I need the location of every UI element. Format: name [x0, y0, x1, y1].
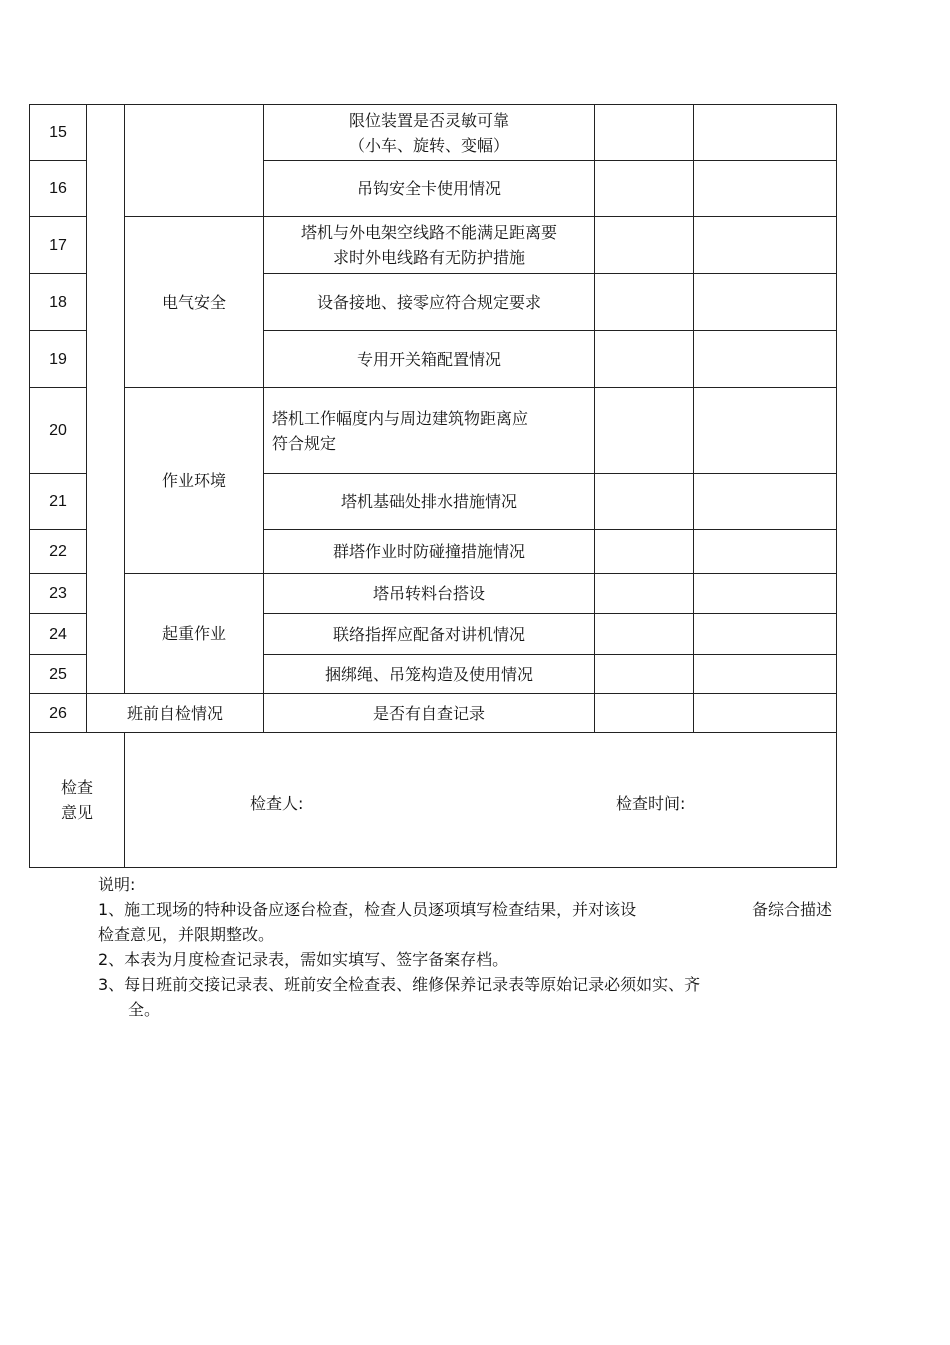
check-item: 是否有自查记录 [264, 694, 595, 733]
result-cell[interactable] [595, 655, 694, 694]
remark-cell[interactable] [694, 161, 837, 217]
category-environment: 作业环境 [125, 388, 264, 574]
result-cell[interactable] [595, 614, 694, 655]
check-item: 塔机工作幅度内与周边建筑物距离应 符合规定 [264, 388, 595, 474]
remark-cell[interactable] [694, 694, 837, 733]
opinion-area[interactable] [125, 733, 837, 868]
category-cell [125, 105, 264, 217]
opinion-row [30, 733, 837, 868]
row-number: 15 [30, 105, 87, 161]
table-row [30, 574, 837, 614]
remark-cell[interactable] [694, 274, 837, 331]
check-item: 设备接地、接零应符合规定要求 [264, 274, 595, 331]
result-cell[interactable] [595, 217, 694, 274]
note-line: 2、本表为月度检查记录表，需如实填写、签字备案存档。 [98, 950, 509, 969]
group-cell [87, 105, 125, 694]
check-item: 群塔作业时防碰撞措施情况 [264, 530, 595, 574]
remark-cell[interactable] [694, 217, 837, 274]
category-lifting: 起重作业 [125, 574, 264, 694]
check-item: 限位装置是否灵敏可靠 （小车、旋转、变幅） [264, 105, 595, 161]
note-line: 3、每日班前交接记录表、班前安全检查表、维修保养记录表等原始记录必须如实、齐 [98, 975, 701, 994]
notes-title: 说明: [98, 875, 136, 894]
row-number: 24 [30, 614, 87, 655]
inspection-time-label: 检查时间: [616, 793, 686, 813]
inspection-table [29, 104, 837, 868]
check-item: 塔机与外电架空线路不能满足距离要 求时外电线路有无防护措施 [264, 217, 595, 274]
remark-cell[interactable] [694, 574, 837, 614]
result-cell[interactable] [595, 161, 694, 217]
note-line: 检查意见，并限期整改。 [98, 925, 275, 944]
row-number: 22 [30, 530, 87, 574]
result-cell[interactable] [595, 530, 694, 574]
row-number: 16 [30, 161, 87, 217]
remark-cell[interactable] [694, 388, 837, 474]
row-number: 26 [30, 694, 87, 733]
result-cell[interactable] [595, 694, 694, 733]
note-text: 备综合描述 [752, 900, 833, 919]
row-number: 23 [30, 574, 87, 614]
check-item: 吊钩安全卡使用情况 [264, 161, 595, 217]
remark-cell[interactable] [694, 105, 837, 161]
notes-section [98, 872, 858, 1022]
inspector-label: 检查人: [250, 793, 304, 813]
opinion-label: 检查 意见 [30, 733, 125, 868]
result-cell[interactable] [595, 274, 694, 331]
note-line [98, 897, 858, 922]
check-item: 专用开关箱配置情况 [264, 331, 595, 388]
row-number: 19 [30, 331, 87, 388]
check-item: 塔机基础处排水措施情况 [264, 474, 595, 530]
table-row [30, 694, 837, 733]
remark-cell[interactable] [694, 614, 837, 655]
row-number: 17 [30, 217, 87, 274]
row-number: 21 [30, 474, 87, 530]
table-row [30, 105, 837, 161]
note-line: 全。 [128, 1000, 161, 1019]
check-item: 联络指挥应配备对讲机情况 [264, 614, 595, 655]
category-pre-shift: 班前自检情况 [87, 694, 264, 733]
category-electrical: 电气安全 [125, 217, 264, 388]
row-number: 20 [30, 388, 87, 474]
remark-cell[interactable] [694, 474, 837, 530]
remark-cell[interactable] [694, 655, 837, 694]
result-cell[interactable] [595, 574, 694, 614]
result-cell[interactable] [595, 105, 694, 161]
check-item: 塔吊转料台搭设 [264, 574, 595, 614]
result-cell[interactable] [595, 331, 694, 388]
row-number: 18 [30, 274, 87, 331]
remark-cell[interactable] [694, 530, 837, 574]
table-row [30, 388, 837, 474]
remark-cell[interactable] [694, 331, 837, 388]
row-number: 25 [30, 655, 87, 694]
check-item: 捆绑绳、吊笼构造及使用情况 [264, 655, 595, 694]
result-cell[interactable] [595, 388, 694, 474]
table-row [30, 217, 837, 274]
note-text: 1、施工现场的特种设备应逐台检查，检查人员逐项填写检查结果，并对该设 [98, 900, 637, 919]
result-cell[interactable] [595, 474, 694, 530]
